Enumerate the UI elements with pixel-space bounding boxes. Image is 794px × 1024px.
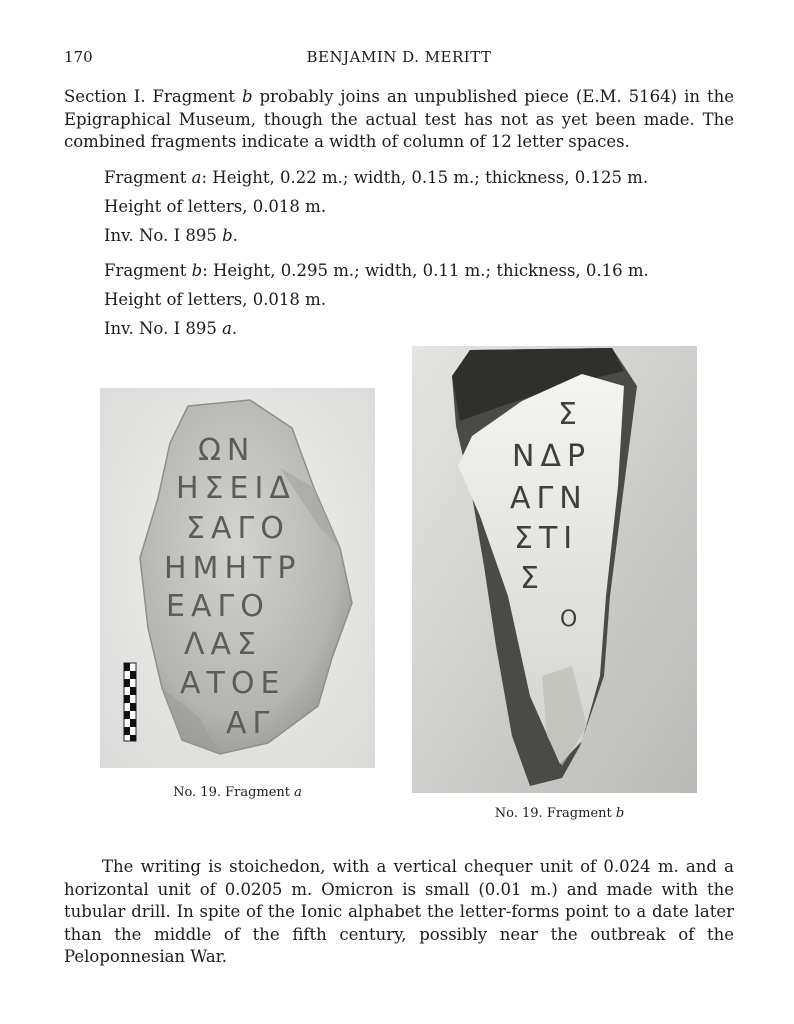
fragment-a-letter-height: Height of letters, 0.018 m. [104, 197, 327, 216]
intro-text-1: . Fragment [140, 87, 242, 106]
fragment-b-letter-height: Height of letters, 0.018 m. [104, 290, 327, 309]
inscription-b-line-4: ΣΤΙ [514, 521, 579, 556]
inscription-b-line-3: ΑΓΝ [510, 481, 588, 516]
fragment-a-photo [100, 388, 375, 768]
caption-a-letter: a [294, 785, 302, 800]
fragment-b-photo [412, 346, 697, 793]
section-numeral: I [133, 87, 141, 106]
fragment-b-inv-letter: a [222, 319, 232, 338]
body-paragraph: The writing is stoichedon, with a vertical chequer unit of 0.024 m. and a horizontal unit of 0.0205 m. Omicron is small (0.01 m.) and made with the tubular drill. In spite of the Ionic alphabet the letter-forms point to a date later than the middle of the fifth century, possibly near the outbreak of the Peloponnesian War. [64, 857, 734, 966]
intro-fragment-letter: b [241, 87, 253, 106]
running-head: BENJAMIN D. MERITT [306, 48, 492, 66]
inscription-a-line-6: ΛΑΣ [184, 627, 262, 662]
fragment-b-label: Fragment [104, 261, 192, 280]
caption-b-prefix: No. 19. Fragment [494, 806, 616, 821]
inscription-b-line-1: Σ [558, 397, 583, 432]
inscription-a-line-3: ΣΑΓΟ [186, 511, 290, 546]
fragment-specs [104, 163, 724, 349]
fragment-b-inv-prefix: Inv. No. I 895 [104, 319, 223, 338]
fragment-b-inv-suffix: . [231, 319, 238, 338]
inscription-a-line-1: ΩΝ [198, 433, 256, 468]
page-number: 170 [64, 48, 93, 66]
caption-a-prefix: No. 19. Fragment [173, 785, 295, 800]
fragment-a-spec [104, 163, 724, 250]
fragment-a-caption [100, 785, 375, 800]
fragment-a-dimensions [104, 163, 724, 192]
fragment-b-inventory [104, 314, 724, 343]
intro-text-2: probably joins an unpublished piece (E.M. 5164) in the Epigraphical Museum, though the actual test has not as yet been made. The combined fragments indicate a width of column of 12 letter spaces. [64, 87, 735, 151]
fragment-a-image [100, 388, 375, 768]
fragment-a-letter: a [191, 168, 202, 187]
section-label: Section [64, 87, 127, 106]
inscription-b-line-5: Σ [520, 561, 545, 596]
fragment-a-label: Fragment [104, 168, 192, 187]
intro-paragraph [64, 86, 734, 154]
fragment-a-inv-letter: b [222, 226, 233, 245]
fragment-a-inv-prefix: Inv. No. I 895 [104, 226, 223, 245]
inscription-a-line-2: ΗΣΕΙΔ [176, 471, 296, 506]
page-header [64, 48, 734, 70]
caption-b-letter: b [615, 806, 625, 821]
inscription-a-line-8: ΑΓ [226, 706, 276, 741]
fragment-a-inventory [104, 221, 724, 250]
inscription-a-line-5: ΕΑΓΟ [166, 589, 270, 624]
inscription-a-line-4: ΗΜΗΤΡ [164, 551, 302, 586]
inscription-b-line-6: Ο [560, 607, 584, 632]
chequer-scale [124, 663, 136, 741]
fragment-b-letter: b [191, 261, 203, 280]
inscription-a-line-7: ΑΤΟΕ [180, 666, 286, 701]
fragment-b-dims: : Height, 0.295 m.; width, 0.11 m.; thickness, 0.16 m. [202, 261, 649, 280]
inscription-b-line-2: ΝΔΡ [512, 439, 592, 474]
fragment-b-caption [412, 806, 707, 821]
fragment-b-dimensions [104, 256, 724, 285]
fragment-b-spec [104, 256, 724, 343]
fragment-a-inv-suffix: . [232, 226, 238, 245]
fragment-a-dims: : Height, 0.22 m.; width, 0.15 m.; thickness, 0.125 m. [201, 168, 649, 187]
fragment-b-image [412, 346, 697, 793]
